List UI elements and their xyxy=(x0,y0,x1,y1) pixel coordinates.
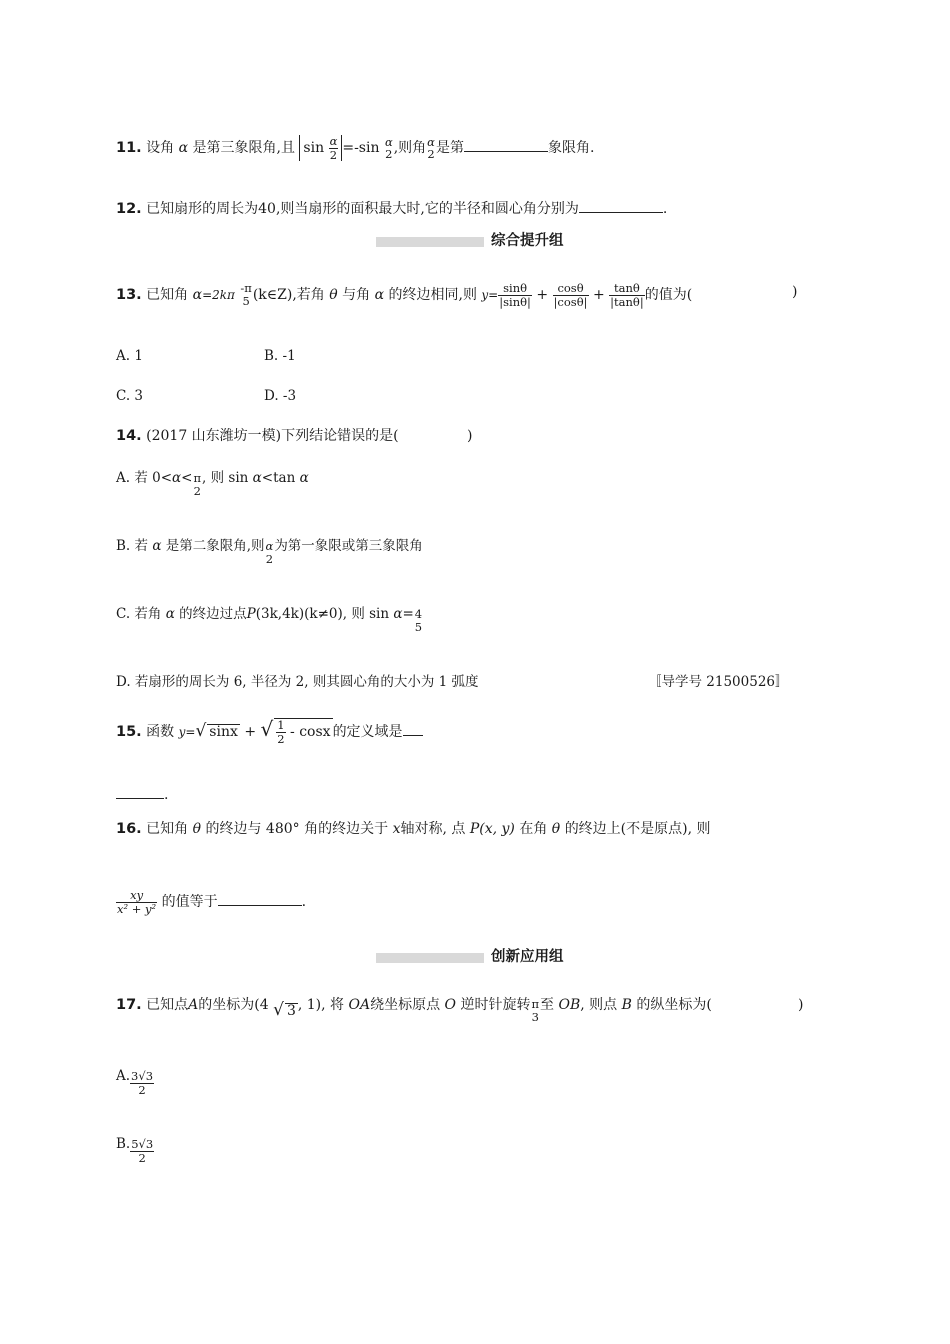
fraction xyxy=(239,282,252,307)
text: 已知扇形的周长为40,则当扇形的面积最大时,它的半径和圆心角分别为 xyxy=(146,201,579,217)
text: ) xyxy=(798,997,804,1013)
question-number: 14. xyxy=(116,428,142,444)
text: 是第三象限角,且 xyxy=(192,140,295,157)
text: 的纵坐标为( xyxy=(636,997,712,1013)
text: 象限角. xyxy=(547,140,595,157)
text: (k≠0), 则 sin xyxy=(304,606,390,622)
symbol: O xyxy=(444,997,457,1013)
numerator: π xyxy=(193,471,202,485)
text: 的终边相同,则 xyxy=(388,287,477,304)
question-number: 16. xyxy=(116,821,142,837)
denominator: 3 xyxy=(531,1009,539,1024)
text: 的定义域是 xyxy=(332,724,403,741)
text: - cosx xyxy=(290,724,331,741)
text: 轴对称, 点 xyxy=(400,821,466,837)
question-15 xyxy=(116,718,423,745)
option-c[interactable]: C. 3 xyxy=(116,388,144,404)
symbol: θ xyxy=(551,821,561,837)
numerator: 4 xyxy=(414,607,423,621)
numerator: xy xyxy=(116,889,157,903)
denominator: 2 xyxy=(277,731,285,746)
text: 的终边与 480° 角的终边关于 xyxy=(205,821,389,837)
option-label: A. xyxy=(116,1068,131,1084)
denominator: 2 xyxy=(265,551,274,566)
answer-line xyxy=(116,788,168,802)
text: . xyxy=(301,894,307,911)
denominator: 2 xyxy=(138,1150,146,1165)
section-title: 综合提升组 xyxy=(491,233,564,249)
option-d[interactable]: D. 若扇形的周长为 6, 半径为 2, 则其圆心角的大小为 1 弧度 xyxy=(116,674,479,690)
text: y= xyxy=(178,725,196,740)
option-b[interactable] xyxy=(116,540,423,565)
text: B. 若 xyxy=(116,538,149,554)
symbol: OB xyxy=(558,997,581,1013)
fraction xyxy=(265,540,275,565)
text: + xyxy=(592,287,605,304)
fraction xyxy=(553,282,589,308)
denominator: |tanθ| xyxy=(610,294,644,309)
radicand: 3 xyxy=(286,1003,296,1019)
text: (k∈Z),若角 xyxy=(252,287,325,304)
text: 与角 xyxy=(342,287,371,304)
radicand xyxy=(274,718,332,745)
fraction xyxy=(414,608,423,633)
text: ,则角 xyxy=(393,140,427,157)
text: =2kπ xyxy=(202,288,235,303)
symbol: α xyxy=(172,470,182,486)
denominator: 2 xyxy=(427,147,435,162)
fraction xyxy=(609,282,645,308)
text: 设角 xyxy=(146,140,175,157)
text: 已知角 xyxy=(146,287,189,304)
numerator: α xyxy=(265,539,274,553)
option-c[interactable] xyxy=(116,608,423,633)
text: + xyxy=(244,724,257,741)
numerator: cosθ xyxy=(553,282,589,296)
text: 的终边过点 xyxy=(179,606,247,622)
option-d[interactable]: D. -3 xyxy=(264,388,297,404)
symbol: A xyxy=(188,997,199,1013)
text: 逆时针旋转 xyxy=(460,997,531,1013)
answer-blank[interactable] xyxy=(403,734,423,736)
fraction xyxy=(192,472,202,497)
symbol: α xyxy=(393,606,403,622)
denominator: 2 xyxy=(329,147,338,162)
radicand: sinx xyxy=(209,724,238,741)
symbol: x xyxy=(392,821,401,837)
symbol: OA xyxy=(348,997,371,1013)
text: . xyxy=(164,787,169,803)
text: 已知角 xyxy=(146,821,189,837)
option-b[interactable] xyxy=(116,1138,154,1164)
option-b[interactable]: B. -1 xyxy=(264,348,296,364)
text: 的终边上(不是原点), 则 xyxy=(564,821,711,837)
sqrt-icon: √ xyxy=(260,717,274,742)
question-number: 13. xyxy=(116,287,142,304)
question-number: 15. xyxy=(116,724,142,741)
text: 的坐标为(4 xyxy=(198,997,269,1013)
numerator: sinθ xyxy=(498,282,532,296)
option-a[interactable] xyxy=(116,472,309,497)
symbol: α xyxy=(192,287,203,304)
absolute-value xyxy=(299,135,342,161)
symbol: P(x, y) xyxy=(469,821,515,837)
denominator: |sinθ| xyxy=(499,294,531,309)
symbol: α xyxy=(299,470,309,486)
numerator: 5√3 xyxy=(131,1137,154,1151)
text: (2017 山东潍坊一模)下列结论错误的是( xyxy=(146,428,399,444)
question-12 xyxy=(116,202,667,217)
denominator: 2 xyxy=(385,147,393,162)
fraction xyxy=(130,1138,154,1164)
numerator: -π xyxy=(240,281,252,295)
question-14 xyxy=(116,429,399,444)
text: =-sin xyxy=(342,140,380,157)
text: , 则 sin xyxy=(202,470,249,486)
text: <tan xyxy=(261,470,296,486)
question-number: 12. xyxy=(116,201,142,217)
text: 是第 xyxy=(435,140,464,157)
numerator: α xyxy=(427,134,435,149)
question-16 xyxy=(116,822,711,837)
symbol: B xyxy=(621,997,632,1013)
text: , 1), 将 xyxy=(297,997,345,1013)
section-bar xyxy=(376,237,484,247)
text: ) xyxy=(792,284,798,300)
text: C. 若角 xyxy=(116,606,162,622)
fraction xyxy=(276,719,285,745)
fraction xyxy=(384,136,394,161)
option-label: B. xyxy=(116,1136,131,1152)
text: 绕坐标原点 xyxy=(370,997,441,1013)
sqrt-icon: √ xyxy=(273,1000,284,1020)
fraction xyxy=(530,998,540,1023)
question-13 xyxy=(116,282,692,308)
numerator: π xyxy=(531,997,540,1011)
text: 在角 xyxy=(519,821,548,837)
symbol: α xyxy=(152,538,162,554)
symbol: α xyxy=(165,606,175,622)
answer-blank[interactable] xyxy=(579,211,663,213)
section-title: 创新应用组 xyxy=(491,949,564,965)
option-a[interactable]: A. 1 xyxy=(116,348,143,364)
text: y= xyxy=(481,288,499,303)
reference-number: 〚导学号 21500526〛 xyxy=(648,674,789,690)
answer-blank[interactable] xyxy=(116,797,164,799)
text: 为第一象限或第三象限角 xyxy=(274,538,423,554)
text: 函数 xyxy=(146,724,175,741)
numerator: α xyxy=(329,134,338,148)
text: 的值为( xyxy=(644,287,693,304)
answer-blank[interactable] xyxy=(464,150,548,152)
text: ) xyxy=(467,428,473,444)
text: . xyxy=(662,201,668,217)
fraction xyxy=(426,136,436,161)
question-number: 17. xyxy=(116,997,142,1013)
numerator: α xyxy=(384,134,393,149)
text: 的值等于 xyxy=(161,894,218,911)
denominator: 2 xyxy=(138,1082,146,1097)
text: 至 xyxy=(540,997,555,1013)
option-a[interactable] xyxy=(116,1070,154,1096)
symbol: α xyxy=(374,287,385,304)
question-number: 11. xyxy=(116,140,142,157)
text: 已知点 xyxy=(146,997,189,1013)
text: (3k,4k) xyxy=(255,606,305,622)
fraction xyxy=(116,889,157,915)
numerator: tanθ xyxy=(609,282,645,296)
text: < xyxy=(181,470,193,486)
text: , 则点 xyxy=(580,997,618,1013)
numerator: 3√3 xyxy=(131,1069,154,1083)
symbol: θ xyxy=(329,287,338,304)
text: sin xyxy=(303,140,325,157)
symbol: P xyxy=(246,606,256,622)
symbol: α xyxy=(178,140,189,157)
text: = xyxy=(402,606,414,622)
denominator: |cosθ| xyxy=(553,294,588,309)
numerator: 1 xyxy=(277,718,285,732)
answer-blank[interactable] xyxy=(218,904,302,906)
denominator: x² + y² xyxy=(117,901,157,916)
text: 是第二象限角,则 xyxy=(165,538,265,554)
fraction xyxy=(130,1070,154,1096)
text: A. 若 0< xyxy=(116,470,173,486)
denominator: 5 xyxy=(242,293,250,308)
fraction xyxy=(498,282,532,308)
denominator: 2 xyxy=(193,483,201,498)
denominator: 5 xyxy=(414,619,423,634)
sqrt-icon: √ xyxy=(195,721,207,742)
section-bar xyxy=(376,953,484,963)
fraction xyxy=(329,135,339,161)
question-17 xyxy=(116,998,712,1023)
question-11 xyxy=(116,135,594,161)
question-16-cont xyxy=(116,889,306,915)
text: + xyxy=(536,287,549,304)
symbol: θ xyxy=(192,821,202,837)
symbol: α xyxy=(252,470,262,486)
